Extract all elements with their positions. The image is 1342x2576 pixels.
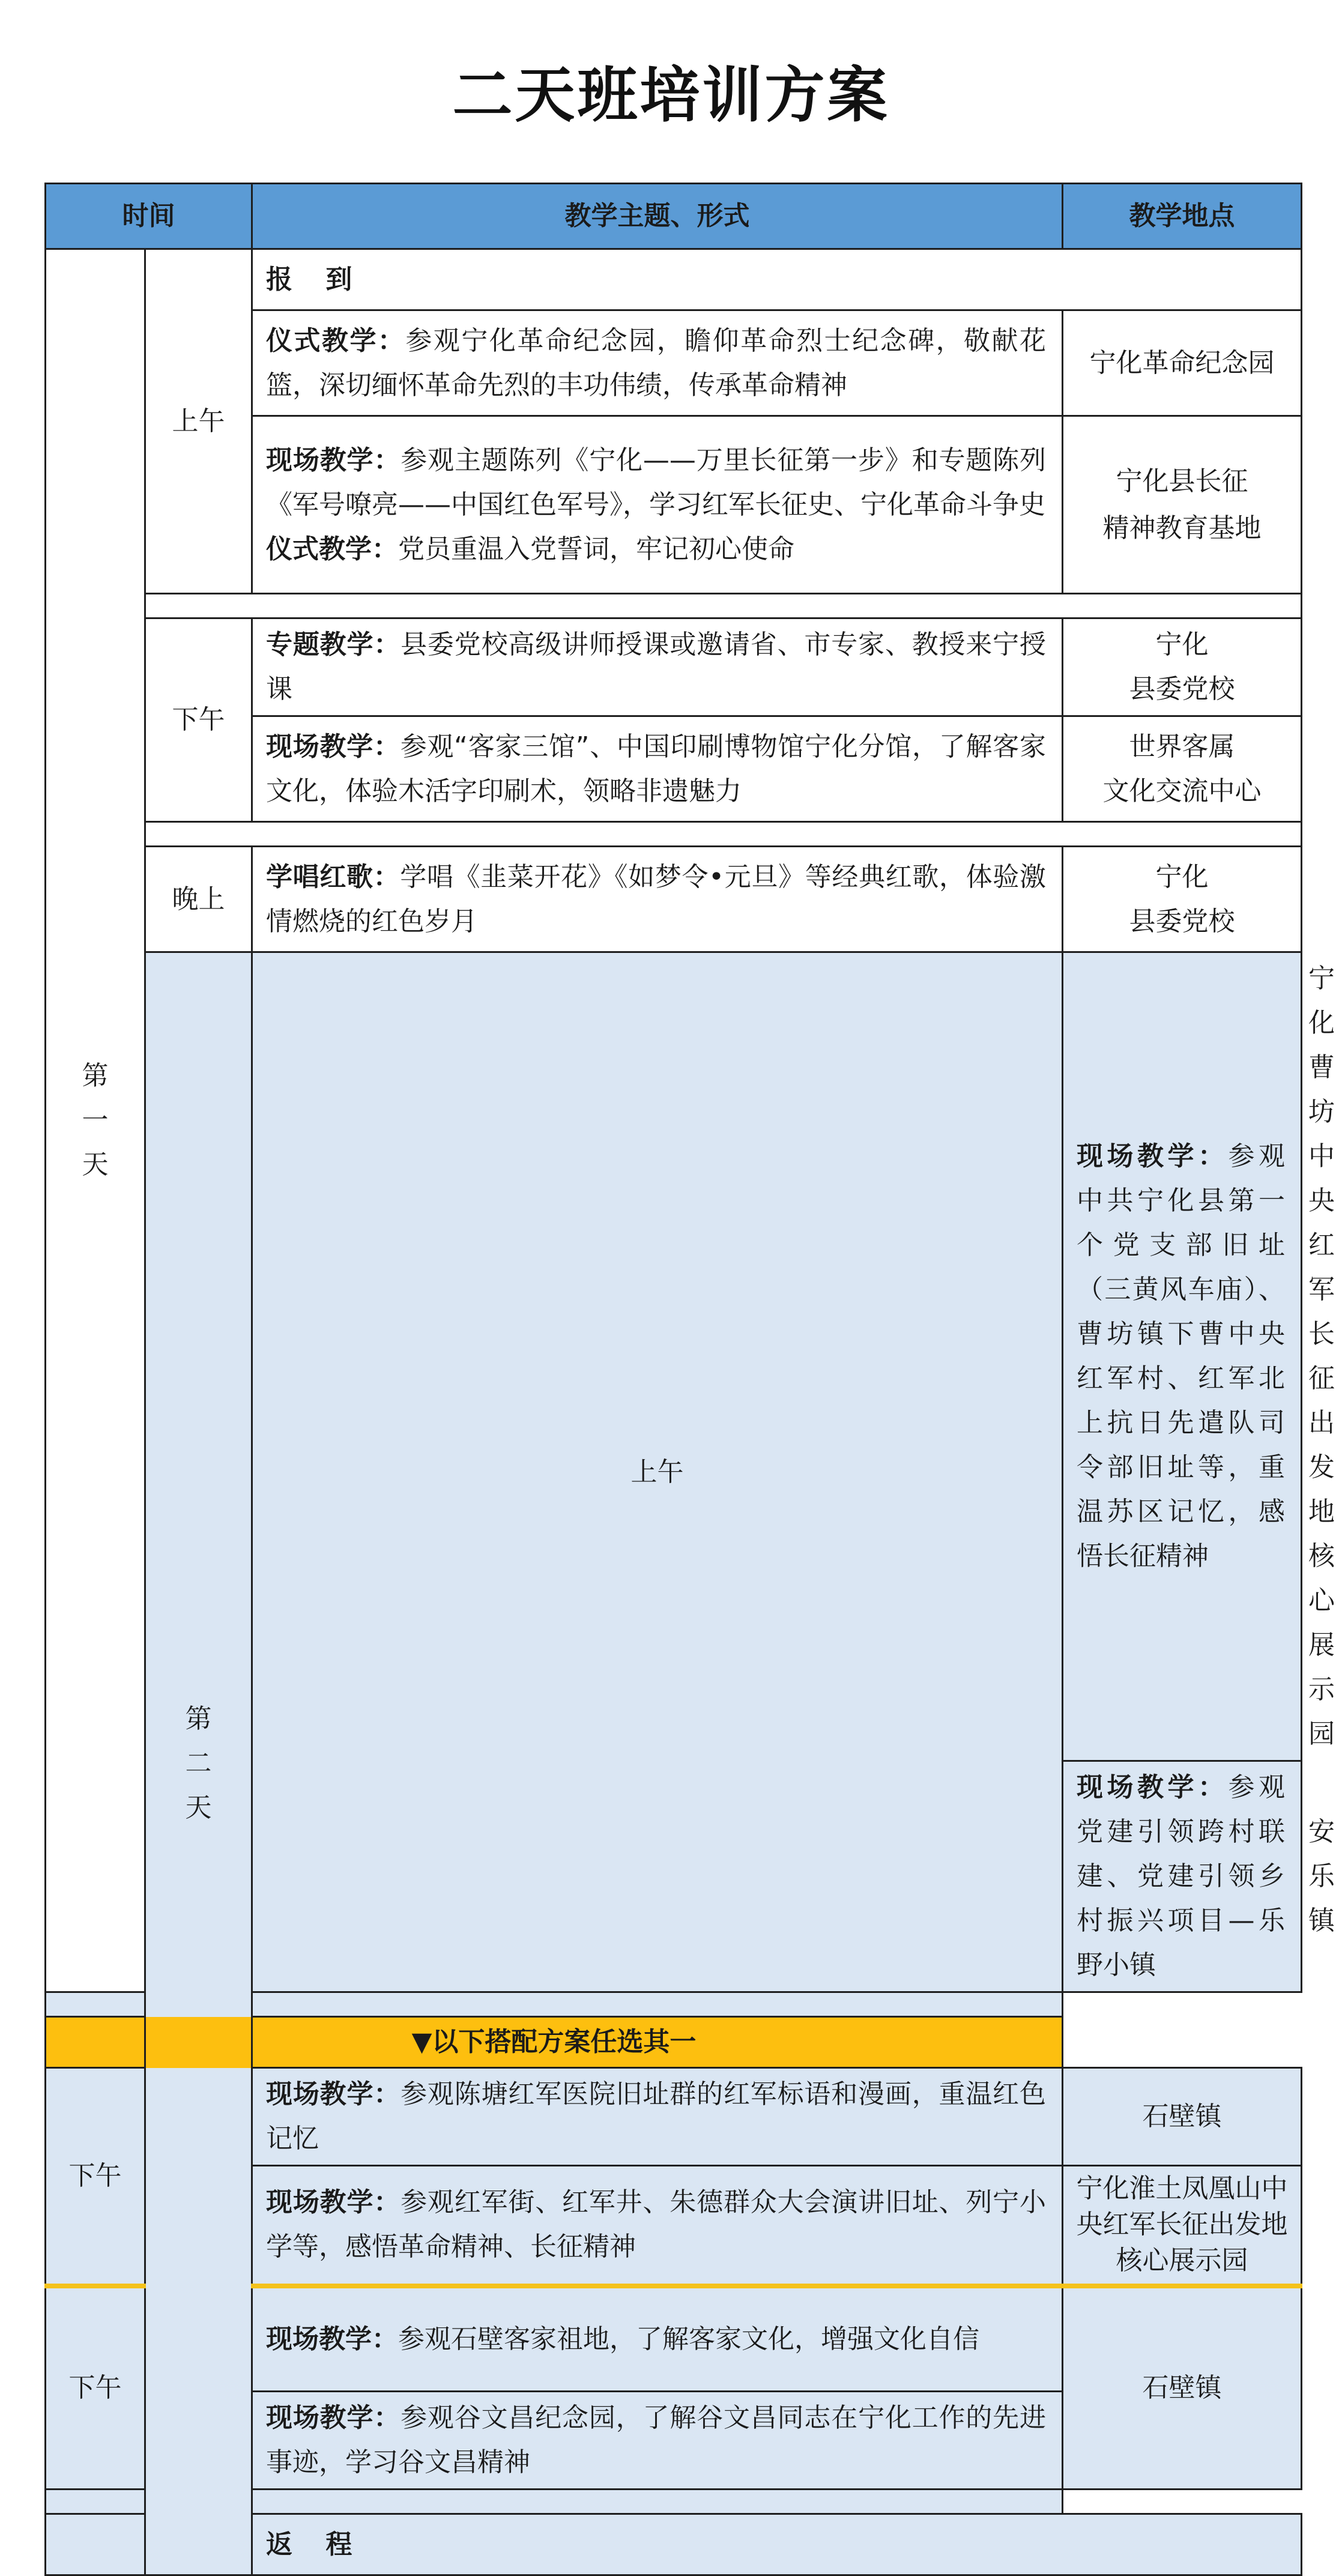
activity-cell	[252, 310, 1063, 416]
activity-cell	[1063, 1761, 1302, 1992]
day2-return: 返 程	[252, 2514, 1302, 2575]
spacer-cell	[46, 1992, 1063, 2017]
location-cell: 宁化 县委党校	[1063, 847, 1302, 952]
location-cell: 石壁镇	[1063, 2286, 1302, 2490]
table-row	[46, 618, 1302, 716]
header-time: 时间	[46, 184, 252, 249]
day1-afternoon-label: 下午	[145, 618, 252, 822]
activity-label: 仪式教学：	[266, 325, 406, 356]
activity-text: 参观陈塘红军医院旧址群的红军标语和漫画，重温红色记忆	[266, 2079, 1046, 2154]
activity-cell	[1063, 952, 1302, 1761]
page-title: 二天班培训方案	[452, 59, 890, 130]
spacer-cell	[145, 822, 1302, 847]
spacer-row	[46, 822, 1302, 847]
activity-cell	[252, 2392, 1063, 2490]
activity-label: 专题教学：	[266, 629, 401, 660]
activity-label: 现场教学：	[266, 444, 401, 476]
activity-text: 参观红军街、红军井、朱德群众大会演讲旧址、列宁小学等，感悟革命精神、长征精神	[266, 2187, 1046, 2263]
table-header-row	[46, 184, 1302, 249]
day2-label: 第 二 天	[145, 952, 252, 2575]
spacer-cell	[46, 2490, 1063, 2514]
header-topic: 教学主题、形式	[252, 184, 1063, 249]
location-cell: 宁化革命纪念园	[1063, 310, 1302, 416]
activity-text: 参观“客家三馆”、中国印刷博物馆宁化分馆，了解客家文化，体验木活字印刷术，领略非遗魅力	[266, 731, 1047, 806]
header-location: 教学地点	[1063, 184, 1302, 249]
option-note: ▼以下搭配方案任选其一	[46, 2017, 1063, 2068]
return-period-cell	[46, 2514, 145, 2575]
activity-label: 现场教学：	[266, 2402, 401, 2433]
activity-label: 学唱红歌：	[266, 861, 400, 892]
day1-checkin: 报 到	[252, 249, 1302, 310]
activity-cell	[252, 618, 1063, 716]
activity-label: 现场教学：	[266, 731, 400, 762]
activity-label: 现场教学：	[1077, 1772, 1229, 1803]
location-cell: 石壁镇	[1063, 2068, 1302, 2166]
activity-label: 现场教学：	[266, 2187, 401, 2218]
spacer-row	[46, 594, 1302, 618]
activity-label: 现场教学：	[1077, 1141, 1229, 1172]
table-row	[46, 249, 1302, 310]
training-plan-table	[44, 183, 1335, 2576]
day1-morning-label: 上午	[145, 249, 252, 594]
table-row	[46, 847, 1302, 952]
location-cell: 世界客属 文化交流中心	[1063, 716, 1302, 822]
activity-cell	[252, 416, 1063, 594]
spacer-row	[46, 2490, 1302, 2514]
table-row: 第 二 天 上午 现场教学：参观中共宁化县第一个党支部旧址（三黄风车庙）、曹坊镇下曹中央红军村、红军北上抗日先遣队司令部旧址等，重温苏区记忆，感悟长征精神 宁化曹坊中央红军长征出发地核心展示园	[46, 952, 1302, 1761]
activity-cell	[252, 2166, 1063, 2286]
activity-text: 参观党建引领跨村联建、党建引领乡村振兴项目—乐野小镇	[1077, 1772, 1285, 1980]
activity-cell	[252, 847, 1063, 952]
activity-cell	[252, 2286, 1063, 2392]
day1-evening-label: 晚上	[145, 847, 252, 952]
activity-label: 现场教学：	[266, 2323, 398, 2354]
location-cell: 宁化 县委党校	[1063, 618, 1302, 716]
activity-text: 党员重温入党誓词，牢记初心使命	[398, 533, 794, 564]
spacer-cell	[145, 594, 1302, 618]
option-note-row	[46, 2017, 1302, 2068]
table-row: 现场教学：参观党建引领跨村联建、党建引领乡村振兴项目—乐野小镇 安乐镇	[46, 1761, 1302, 1992]
activity-text: 参观石壁客家祖地，了解客家文化，增强文化自信	[398, 2323, 979, 2354]
spacer-row	[46, 1992, 1302, 2017]
activity-cell	[252, 2068, 1063, 2166]
activity-label: 仪式教学：	[266, 533, 398, 564]
location-cell: 宁化县长征 精神教育基地	[1063, 416, 1302, 594]
day2-morning-label: 上午	[252, 952, 1063, 1992]
activity-cell	[252, 716, 1063, 822]
activity-text: 参观中共宁化县第一个党支部旧址（三黄风车庙）、曹坊镇下曹中央红军村、红军北上抗日先遣队司令部旧址等，重温苏区记忆，感悟长征精神	[1077, 1141, 1285, 1571]
activity-text: 县委党校高级讲师授课或邀请省、市专家、教授来宁授课	[266, 629, 1046, 704]
activity-text: 参观谷文昌纪念园，了解谷文昌同志在宁化工作的先进事迹，学习谷文昌精神	[266, 2402, 1046, 2478]
location-cell: 宁化淮土凤凰山中央红军长征出发地核心展示园	[1063, 2166, 1302, 2286]
activity-text: 学唱《韭菜开花》《如梦令•元旦》等经典红歌，体验激情燃烧的红色岁月	[266, 861, 1047, 937]
activity-label: 现场教学：	[266, 2079, 401, 2109]
day2-afternoon-b-label: 下午	[46, 2286, 145, 2490]
day2-afternoon-a-label: 下午	[46, 2068, 145, 2286]
day1-label: 第 一 天	[46, 249, 145, 1992]
activity-text: 参观宁化革命纪念园，瞻仰革命烈士纪念碑，敬献花篮，深切缅怀革命先烈的丰功伟绩，传承革命精神	[266, 325, 1047, 401]
activity-text: 参观主题陈列《宁化——万里长征第一步》和专题陈列《军号嘹亮——中国红色军号》，学习红军长征史、宁化革命斗争史	[266, 444, 1047, 520]
